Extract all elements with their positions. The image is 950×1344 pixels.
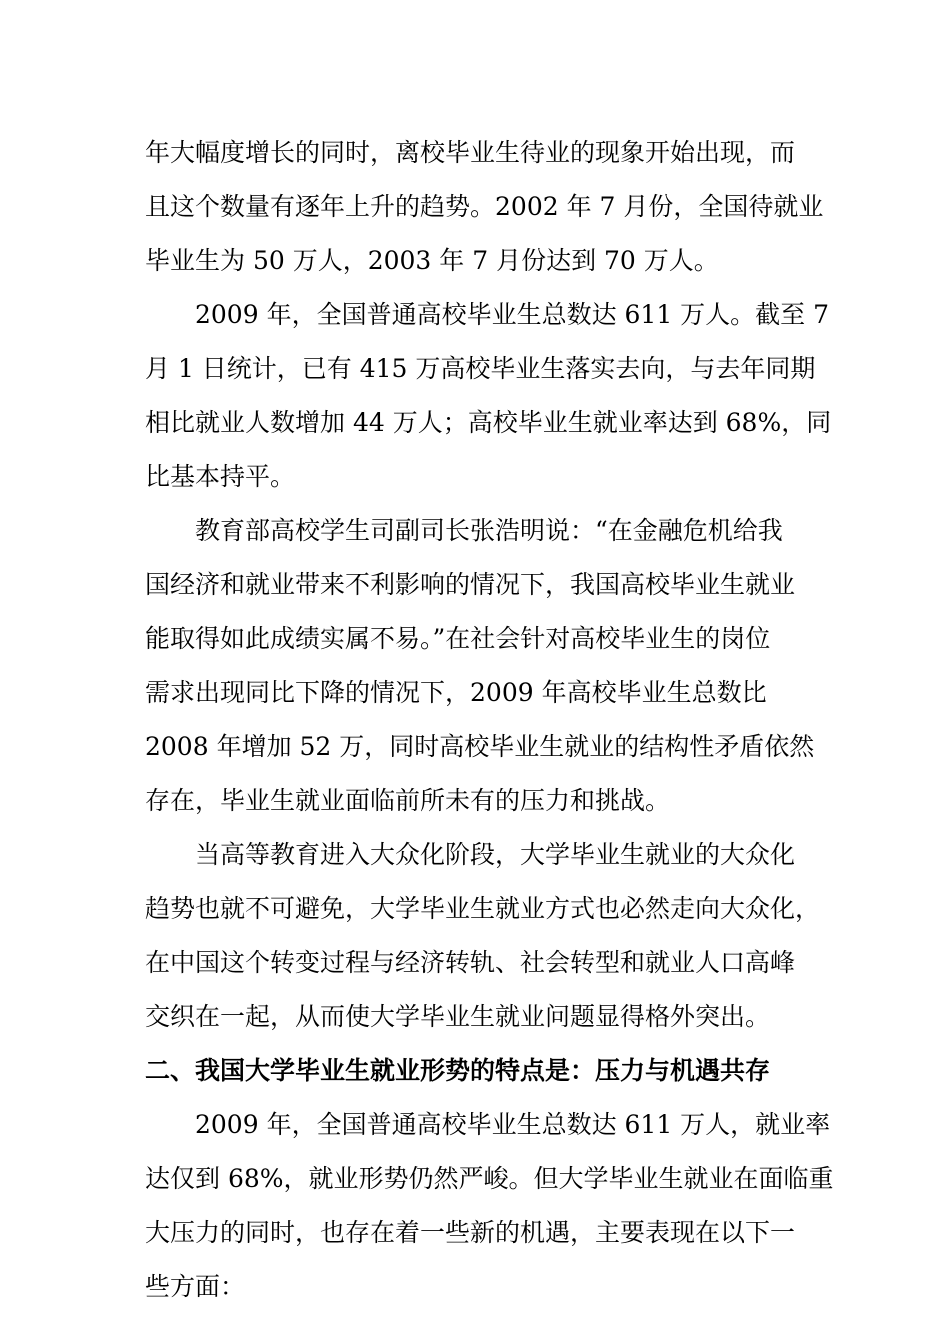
paragraph-line: 些方面： (145, 1272, 246, 1301)
paragraph-line: 趋势也就不可避免，大学毕业生就业方式也必然走向大众化， (145, 894, 821, 923)
paragraph-line: 比基本持平。 (145, 462, 296, 491)
paragraph-line: 能取得如此成绩实属不易。”在社会针对高校毕业生的岗位 (145, 624, 771, 653)
paragraph-line: 2009 年，全国普通高校毕业生总数达 611 万人。截至 7 (195, 300, 830, 329)
paragraph-line: 国经济和就业带来不利影响的情况下，我国高校毕业生就业 (145, 570, 796, 599)
paragraph-line: 2009 年，全国普通高校毕业生总数达 611 万人，就业率 (195, 1110, 831, 1139)
paragraph-2 (145, 288, 832, 504)
paragraph-4 (145, 828, 821, 1044)
paragraph-line: 2008 年增加 52 万，同时高校毕业生就业的结构性矛盾依然 (145, 732, 815, 761)
paragraph-line: 需求出现同比下降的情况下，2009 年高校毕业生总数比 (145, 678, 767, 707)
paragraph-line: 年大幅度增长的同时，离校毕业生待业的现象开始出现，而 (145, 138, 796, 167)
paragraph-line: 月 1 日统计，已有 415 万高校毕业生落实去向，与去年同期 (145, 354, 816, 383)
paragraph-line: 大压力的同时，也存在着一些新的机遇，主要表现在以下一 (145, 1218, 796, 1247)
paragraph-line: 当高等教育进入大众化阶段，大学毕业生就业的大众化 (195, 840, 796, 869)
section-heading: 二、我国大学毕业生就业形势的特点是：压力与机遇共存 (145, 1056, 771, 1085)
document-body (145, 126, 834, 1314)
paragraph-3 (145, 504, 815, 828)
paragraph-line: 相比就业人数增加 44 万人；高校毕业生就业率达到 68%，同 (145, 408, 832, 437)
paragraph-line: 且这个数量有逐年上升的趋势。2002 年 7 月份，全国待就业 (145, 192, 824, 221)
paragraph-1 (145, 126, 824, 288)
paragraph-line: 毕业生为 50 万人，2003 年 7 月份达到 70 万人。 (145, 246, 719, 275)
paragraph-line: 交织在一起，从而使大学毕业生就业问题显得格外突出。 (145, 1002, 771, 1031)
paragraph-line: 达仅到 68%，就业形势仍然严峻。但大学毕业生就业在面临重 (145, 1164, 834, 1193)
paragraph-5 (145, 1098, 834, 1314)
paragraph-line: 在中国这个转变过程与经济转轨、社会转型和就业人口高峰 (145, 948, 796, 977)
paragraph-line: 存在，毕业生就业面临前所未有的压力和挑战。 (145, 786, 671, 815)
paragraph-line: 教育部高校学生司副司长张浩明说：“在金融危机给我 (195, 516, 783, 545)
